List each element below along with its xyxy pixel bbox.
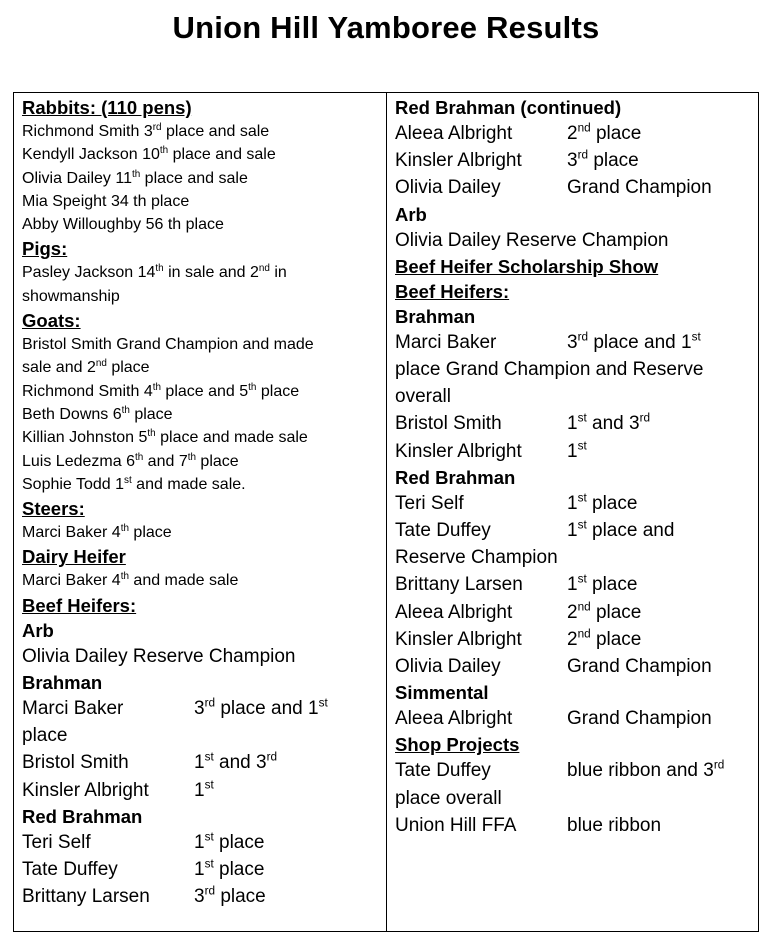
ordinal-suffix: st — [577, 518, 587, 532]
text-segment: and 3 — [213, 752, 267, 774]
text-segment: Sophie Todd 1 — [22, 475, 125, 493]
text-segment: place — [586, 574, 638, 596]
ordinal-suffix: st — [577, 439, 587, 453]
text-segment: Richmond Smith 3 — [22, 123, 153, 140]
result-value — [194, 698, 328, 719]
exhibitor-name: Olivia Dailey Reserve Champion — [22, 645, 296, 667]
text-segment: in — [269, 264, 287, 282]
text-segment: 1 — [194, 779, 205, 801]
result-line — [22, 473, 386, 496]
text-segment: place — [590, 601, 642, 623]
ordinal-suffix: st — [124, 474, 132, 486]
result-value — [567, 332, 701, 353]
result-line — [22, 426, 386, 449]
result-line — [22, 167, 386, 190]
result-entry — [395, 517, 758, 544]
result-entry — [22, 856, 386, 883]
text-segment: blue ribbon and 3 — [567, 760, 714, 782]
exhibitor-name: Teri Self — [22, 831, 91, 853]
result-entry — [22, 777, 386, 804]
ordinal-suffix: th — [152, 381, 161, 393]
result-line — [22, 450, 386, 473]
text-segment: Abby Willoughby 56 th place — [22, 216, 224, 234]
exhibitor-name: place — [22, 725, 68, 747]
text-segment: 1 — [567, 413, 578, 435]
text-segment: blue ribbon — [567, 814, 662, 836]
section-heading: Brahman — [395, 305, 476, 327]
ordinal-suffix: rd — [577, 330, 589, 344]
result-entry — [395, 705, 758, 732]
ordinal-suffix: rd — [639, 412, 651, 426]
text-segment: 1 — [567, 574, 578, 596]
text-segment: 2 — [567, 601, 578, 623]
text-segment: place and sale — [161, 123, 270, 140]
text-segment: 3 — [194, 886, 205, 908]
result-line — [22, 143, 386, 166]
text-segment: place — [213, 858, 265, 880]
exhibitor-name: Brittany Larsen — [395, 574, 523, 596]
text-segment: 3 — [567, 150, 578, 172]
result-line — [22, 521, 386, 544]
text-segment: 1 — [567, 520, 578, 542]
section-heading: Beef Heifers: — [395, 280, 510, 302]
section-heading: Brahman — [22, 671, 103, 693]
text-segment: place and made sale — [155, 429, 308, 447]
result-value — [194, 780, 214, 801]
ordinal-suffix: nd — [258, 263, 270, 275]
text-segment: 2 — [567, 123, 578, 144]
exhibitor-name: overall — [395, 386, 451, 408]
result-entry — [22, 883, 386, 910]
ordinal-suffix: st — [577, 491, 587, 505]
result-value — [567, 574, 637, 595]
result-entry — [395, 757, 758, 784]
result-entry — [22, 695, 386, 722]
exhibitor-name: Kinsler Albright — [395, 150, 522, 172]
text-segment: 3 — [567, 331, 578, 353]
exhibitor-name: Teri Self — [395, 492, 464, 514]
ordinal-suffix: rd — [266, 751, 278, 765]
result-entry — [395, 120, 758, 147]
result-value — [194, 886, 266, 907]
ordinal-suffix: rd — [713, 759, 725, 773]
text-segment: Grand Champion — [567, 656, 712, 678]
page-title: Union Hill Yamboree Results — [172, 10, 600, 45]
section-heading: Arb — [395, 203, 427, 225]
ordinal-suffix: th — [134, 451, 144, 463]
result-value — [194, 832, 264, 853]
text-segment: Richmond Smith 4 — [22, 382, 153, 400]
result-line — [22, 569, 386, 592]
result-value — [567, 602, 641, 623]
text-segment: place — [213, 831, 265, 853]
exhibitor-name: Union Hill FFA — [395, 814, 517, 836]
text-segment: place — [128, 524, 172, 542]
exhibitor-name: Olivia Dailey — [395, 177, 501, 199]
result-entry — [22, 829, 386, 856]
ordinal-suffix: nd — [95, 358, 107, 370]
result-entry — [395, 227, 758, 254]
section-heading: Rabbits: (110 pens) — [22, 97, 192, 118]
ordinal-suffix: st — [691, 330, 701, 344]
text-segment: place — [106, 359, 150, 377]
text-segment: Grand Champion — [567, 708, 712, 730]
text-segment: Killian Johnston 5 — [22, 429, 148, 447]
results-table — [13, 92, 759, 932]
text-segment: Kendyll Jackson 10 — [22, 146, 160, 164]
result-value — [567, 441, 587, 462]
result-value — [567, 413, 650, 434]
text-segment: place and 1 — [215, 697, 319, 719]
ordinal-suffix: st — [204, 857, 214, 871]
exhibitor-name: Reserve Champion — [395, 547, 558, 569]
exhibitor-name: Tate Duffey — [395, 760, 491, 782]
ordinal-suffix: nd — [577, 627, 591, 641]
exhibitor-name: Tate Duffey — [395, 520, 491, 542]
result-entry — [395, 438, 758, 465]
exhibitor-name: Kinsler Albright — [395, 440, 522, 462]
exhibitor-name: Olivia Dailey — [395, 656, 501, 678]
result-entry — [395, 356, 758, 383]
result-line — [22, 120, 386, 143]
result-entry — [395, 599, 758, 626]
exhibitor-name: Brittany Larsen — [22, 886, 150, 908]
result-entry — [395, 626, 758, 653]
text-segment: 1 — [567, 440, 578, 462]
result-entry — [395, 544, 758, 571]
ordinal-suffix: st — [204, 751, 214, 765]
ordinal-suffix: nd — [577, 600, 591, 614]
text-segment: place and 5 — [160, 382, 249, 400]
text-segment: 2 — [567, 628, 578, 650]
ordinal-suffix: st — [577, 573, 587, 587]
result-entry — [395, 329, 758, 356]
exhibitor-name: Aleea Albright — [395, 601, 513, 623]
text-segment: place and — [586, 520, 675, 542]
result-entry — [395, 785, 758, 812]
ordinal-suffix: th — [147, 428, 156, 440]
ordinal-suffix: th — [121, 404, 130, 416]
result-entry — [395, 653, 758, 680]
result-line — [22, 380, 386, 403]
section-heading: Arb — [22, 619, 54, 641]
result-line — [22, 403, 386, 426]
text-segment: Beth Downs 6 — [22, 405, 122, 423]
text-segment: Grand Champion — [567, 177, 712, 199]
result-entry — [395, 490, 758, 517]
ordinal-suffix: st — [577, 412, 587, 426]
ordinal-suffix: th — [120, 571, 129, 583]
exhibitor-name: Aleea Albright — [395, 123, 513, 144]
section-heading: Shop Projects — [395, 734, 520, 756]
text-segment: Bristol Smith Grand Champion and made — [22, 336, 314, 354]
text-segment: place — [215, 886, 266, 908]
result-value — [567, 656, 712, 677]
exhibitor-name: Bristol Smith — [395, 413, 502, 435]
text-segment: showmanship — [22, 287, 120, 305]
text-segment: in sale and 2 — [163, 264, 259, 282]
text-segment: Marci Baker 4 — [22, 572, 121, 590]
result-line — [22, 333, 386, 356]
exhibitor-name: Kinsler Albright — [395, 628, 522, 650]
section-heading: Red Brahman — [22, 805, 143, 827]
ordinal-suffix: th — [248, 381, 257, 393]
ordinal-suffix: th — [159, 145, 169, 157]
exhibitor-name: place overall — [395, 787, 502, 809]
ordinal-suffix: rd — [204, 884, 216, 898]
text-segment: place — [586, 492, 638, 514]
text-segment: place and sale — [168, 146, 276, 164]
ordinal-suffix: st — [204, 778, 214, 792]
result-line — [22, 261, 386, 284]
ordinal-suffix: rd — [152, 121, 162, 133]
result-value — [567, 177, 712, 198]
text-segment: sale and 2 — [22, 359, 96, 377]
exhibitor-name: Aleea Albright — [395, 708, 513, 730]
ordinal-suffix: nd — [577, 121, 591, 135]
result-entry — [22, 749, 386, 776]
result-entry — [22, 722, 386, 749]
text-segment: 1 — [194, 831, 205, 853]
result-entry — [395, 147, 758, 174]
text-segment: Olivia Dailey 11 — [22, 169, 132, 187]
text-segment: Pasley Jackson 14 — [22, 264, 156, 282]
result-value — [567, 150, 639, 171]
result-line — [22, 190, 386, 213]
text-segment: place and sale — [140, 169, 248, 187]
exhibitor-name: Kinsler Albright — [22, 779, 149, 801]
exhibitor-name: Olivia Dailey Reserve Champion — [395, 229, 669, 251]
result-entry — [22, 643, 386, 670]
result-entry — [395, 812, 758, 839]
text-segment: and made sale. — [131, 475, 246, 493]
exhibitor-name: Marci Baker — [22, 697, 124, 719]
text-segment: 3 — [194, 697, 205, 719]
result-value — [567, 760, 724, 781]
result-value — [567, 629, 641, 650]
result-value — [567, 493, 637, 514]
result-value — [194, 859, 264, 880]
exhibitor-name: Bristol Smith — [22, 752, 129, 774]
result-line — [22, 356, 386, 379]
text-segment: place — [129, 405, 173, 423]
section-heading: Dairy Heifer — [22, 546, 126, 568]
text-segment: place — [590, 123, 642, 144]
exhibitor-name: Marci Baker — [395, 331, 497, 353]
result-value — [567, 520, 674, 541]
text-segment: place — [256, 382, 300, 400]
exhibitor-name: Tate Duffey — [22, 858, 118, 880]
text-segment: place and 1 — [588, 331, 692, 353]
text-segment: place — [590, 628, 642, 650]
section-heading: Simmental — [395, 682, 489, 704]
ordinal-suffix: st — [204, 830, 214, 844]
text-segment: 1 — [567, 492, 578, 514]
right-column — [387, 93, 758, 931]
section-heading: Goats: — [22, 310, 81, 332]
section-heading: Red Brahman — [395, 466, 516, 488]
ordinal-suffix: st — [318, 696, 328, 710]
text-segment: 1 — [194, 858, 205, 880]
result-value — [194, 752, 277, 773]
text-segment: 1 — [194, 752, 205, 774]
ordinal-suffix: th — [187, 451, 196, 463]
ordinal-suffix: th — [131, 168, 141, 180]
result-entry — [395, 174, 758, 201]
text-segment: Mia Speight 34 th place — [22, 192, 190, 210]
section-heading: Pigs: — [22, 238, 68, 260]
result-value — [567, 123, 641, 144]
text-segment: and made sale — [128, 572, 239, 590]
result-value — [567, 708, 712, 729]
section-heading: Steers: — [22, 498, 85, 520]
left-column — [14, 93, 387, 931]
text-segment: place — [195, 452, 239, 470]
exhibitor-name: place Grand Champion and Reserve — [395, 359, 704, 381]
ordinal-suffix: rd — [577, 148, 589, 162]
text-segment: place — [588, 150, 639, 172]
text-segment: Marci Baker 4 — [22, 524, 121, 542]
text-segment: and 7 — [143, 452, 188, 470]
ordinal-suffix: th — [120, 523, 129, 535]
ordinal-suffix: th — [155, 263, 164, 275]
text-segment: Luis Ledezma 6 — [22, 452, 135, 470]
section-heading: Beef Heifers: — [22, 594, 137, 616]
result-line — [22, 285, 386, 308]
result-entry — [395, 410, 758, 437]
text-segment: and 3 — [586, 413, 640, 435]
section-heading: Red Brahman (continued) — [395, 97, 622, 118]
ordinal-suffix: rd — [204, 696, 216, 710]
section-heading: Beef Heifer Scholarship Show — [395, 255, 659, 277]
result-line — [22, 213, 386, 236]
result-value — [567, 815, 661, 836]
result-entry — [395, 383, 758, 410]
result-entry — [395, 571, 758, 598]
